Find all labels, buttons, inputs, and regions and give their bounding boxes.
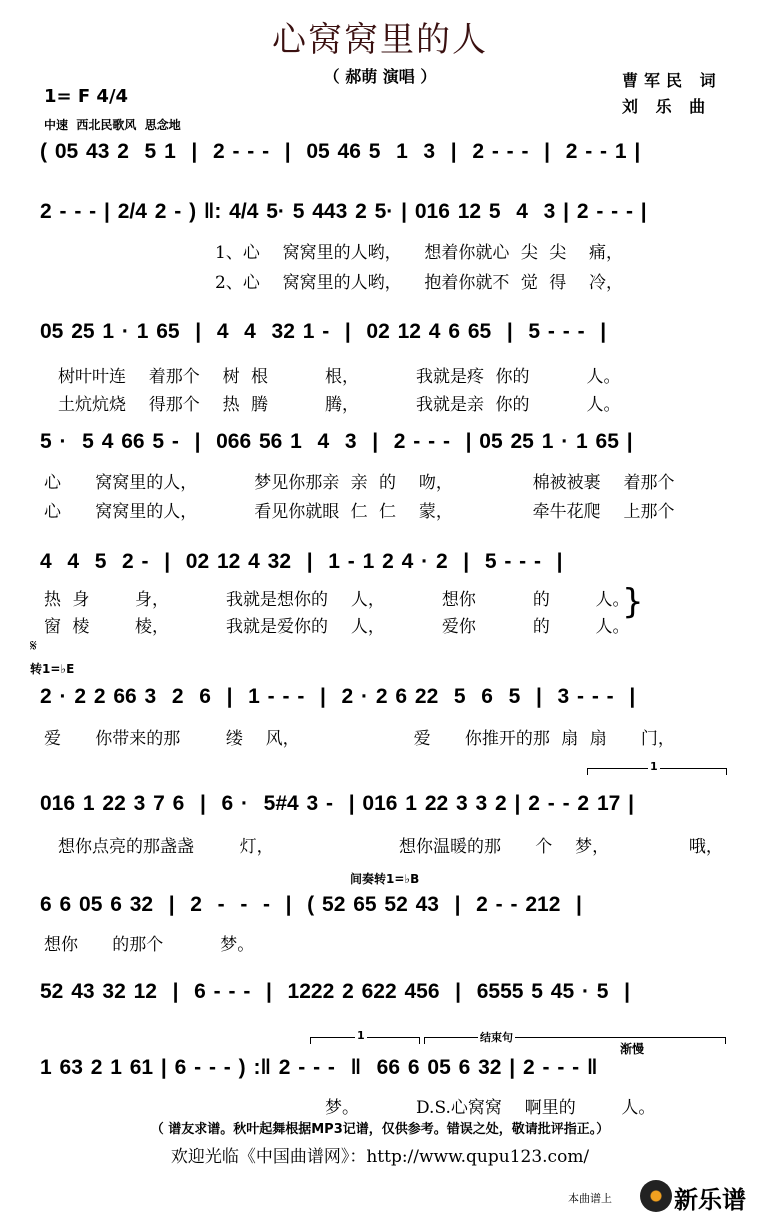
system-7-notes: 016 1 22 3 7 6 | 6 · 5#4 3 - | 016 1 22 3 3 2 | 2 - - 2 17 | [40, 792, 635, 815]
ending-bracket [424, 1037, 726, 1044]
lyricist: 曹军民 词 [622, 71, 722, 90]
system-4-lyric-1: 心 窝窝里的人， 梦见你那亲 亲 的 吻， 棉被被裹 着那个 [44, 473, 675, 493]
site-link[interactable]: 欢迎光临《中国曲谱网》：http://www.qupu123.com/ [170, 1147, 590, 1167]
system-2-lyric-2: 2、心 窝窝里的人哟， 抱着你就不 觉 得 冷， [215, 273, 624, 293]
volta-label-1: 1 [650, 760, 658, 773]
key-signature: 1= F 4/4 [44, 86, 129, 107]
badge-prefix: 本曲谱上 [568, 1192, 612, 1205]
volta-label-2: 1 [357, 1029, 365, 1042]
system-8-lyric-1: 想你 的那个 梦。 [44, 935, 255, 955]
system-3-lyric-1: 树叶叶连 着那个 树 根 根， 我就是疼 你的 人。 [58, 367, 621, 387]
repeat-brace: } [622, 582, 644, 622]
system-4-notes: 5 · 5 4 66 5 - | 066 56 1 4 3 | 2 - - - | 05 25 1 · 1 65 | [40, 430, 633, 453]
system-3-lyric-2: 土炕炕烧 得那个 热 腾 腾， 我就是亲 你的 人。 [58, 395, 621, 415]
system-5-lyric-2: 窗 棱 棱， 我就是爱你的 人， 爱你 的 人。 [44, 617, 630, 637]
composer: 刘 乐 曲 [622, 97, 712, 116]
system-2-lyric-1: 1、心 窝窝里的人哟， 想着你就心 尖 尖 痛， [215, 243, 624, 263]
system-6-notes: 2 · 2 2 66 3 2 6 | 1 - - - | 2 · 2 6 22 5 6 5 | 3 - - - | [40, 685, 636, 708]
system-3-notes: 05 25 1 · 1 65 | 4 4 32 1 - | 02 12 4 6 65 | 5 - - - | [40, 320, 607, 343]
system-2-notes: 2 - - - | 2/4 2 - ) ‖: 4/4 5· 5 443 2 5· | 016 12 5 4 3 | 2 - - - | [40, 200, 647, 223]
system-10-lyric-1: 梦。 D.S.心窝窝 啊里的 人。 [325, 1098, 656, 1118]
record-logo-icon [640, 1180, 672, 1212]
system-5-notes: 4 4 5 2 - | 02 12 4 32 | 1 - 1 2 4 · 2 | 5 - - - | [40, 550, 563, 573]
system-4-lyric-2: 心 窝窝里的人， 看见你就眼 仁 仁 蒙， 牵牛花爬 上那个 [44, 502, 675, 522]
ritardando-mark: 渐慢 [620, 1042, 645, 1056]
system-6-lyric-1: 爱 你带来的那 缕 风， 爱 你推开的那 扇 扇 门， [44, 729, 675, 749]
segno-sign: 𝄋 [30, 636, 37, 655]
system-5-lyric-1: 热 身 身， 我就是想你的 人， 想你 的 人。 [44, 590, 630, 610]
song-title: 心窝窝里的人 [272, 20, 488, 60]
transcription-note: （ 谱友求谱。秋叶起舞根据MP3记谱，仅供参考。错误之处，敬请批评指正。） [150, 1122, 610, 1137]
system-9-notes: 52 43 32 12 | 6 - - - | 1222 2 622 456 | 6555 5 45 · 5 | [40, 980, 631, 1003]
logo-text: 新乐谱 [674, 1186, 746, 1214]
system-1-notes: ( 05 43 2 5 1 | 2 - - - | 05 46 5 1 3 | 2 - - - | 2 - - 1 | [40, 140, 641, 163]
ending-label: 结束句 [480, 1031, 513, 1044]
singer: （ 郝萌 演唱 ） [323, 67, 437, 86]
system-8-notes: 6 6 05 6 32 | 2 - - - | ( 52 65 52 43 | 2 - - 212 | [40, 893, 582, 916]
tempo-marking: 中速 西北民歌风 思念地 [44, 118, 181, 132]
modulation-b-flat: 间奏转1=♭B [350, 872, 420, 886]
system-7-lyric-1: 想你点亮的那盏盏 灯， 想你温暖的那 个 梦， 哦， [58, 837, 723, 857]
modulation-e-flat: 转1=♭E [30, 662, 75, 676]
system-10-notes: 1 63 2 1 61 | 6 - - - ) :‖ 2 - - - ‖ 66 6 05 6 32 | 2 - - - ‖ [40, 1056, 598, 1079]
